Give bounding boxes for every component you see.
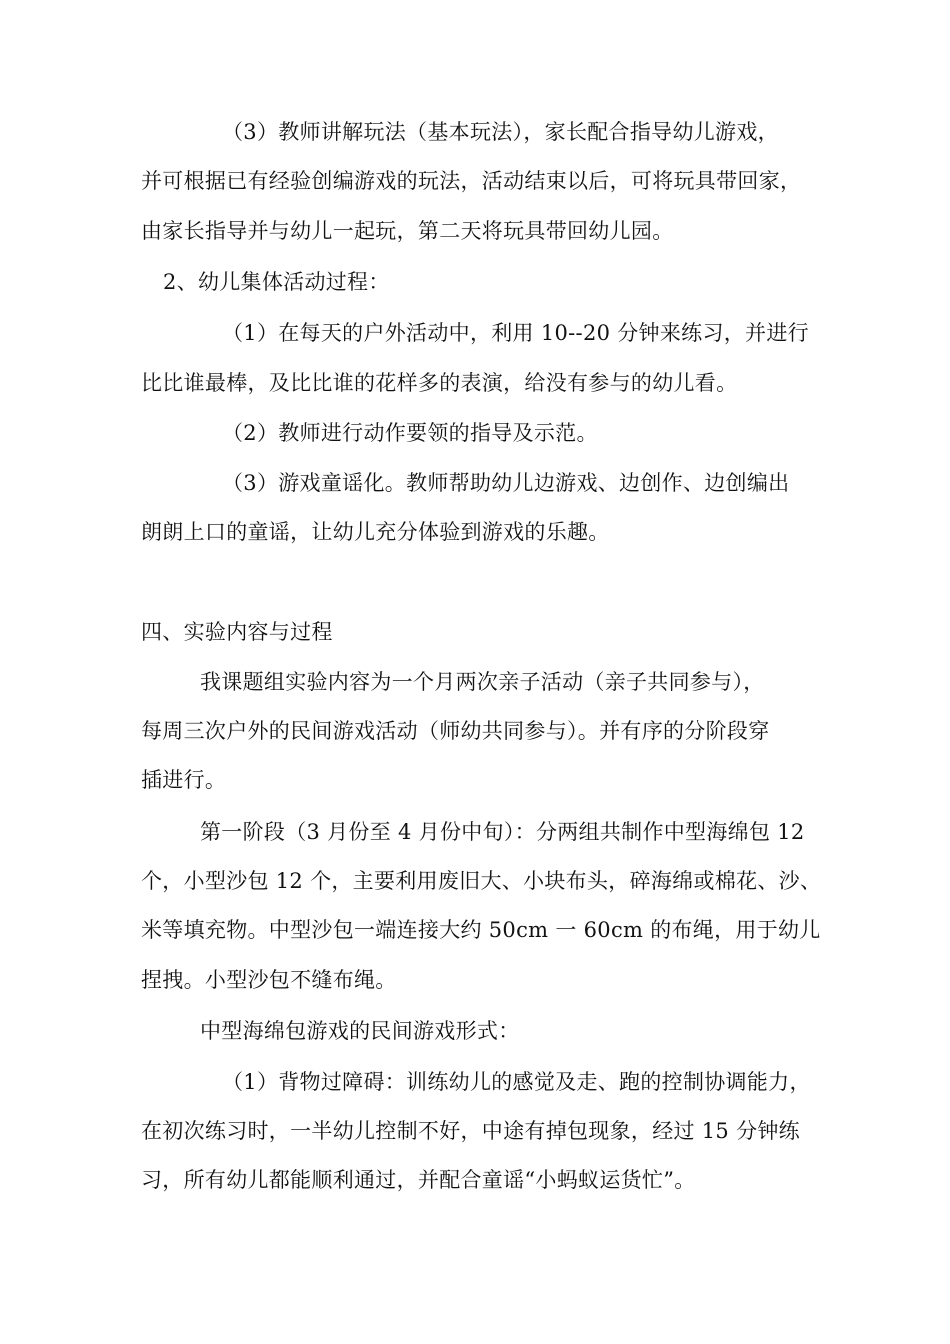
paragraph-line: （3）游戏童谣化。教师帮助幼儿边游戏、边创作、边创编出 (222, 471, 790, 495)
paragraph-line: （2）教师进行动作要领的指导及示范。 (222, 421, 598, 445)
paragraph-line: 插进行。 (141, 768, 227, 792)
paragraph-line: 朗朗上口的童谣，让幼儿充分体验到游戏的乐趣。 (141, 520, 610, 544)
paragraph-line: 在初次练习时，一半幼儿控制不好，中途有掉包现象，经过 15 分钟练 (141, 1119, 800, 1143)
paragraph-line: 第一阶段（3 月份至 4 月份中旬）：分两组共制作中型海绵包 12 (200, 820, 805, 844)
section-subheading: 2、幼儿集体活动过程： (163, 270, 390, 294)
paragraph-line: 捏拽。小型沙包不缝布绳。 (141, 968, 397, 992)
paragraph-line: 每周三次户外的民间游戏活动（师幼共同参与）。并有序的分阶段穿 (141, 719, 770, 743)
paragraph-line: 习，所有幼儿都能顺利通过，并配合童谣“小蚂蚁运货忙”。 (141, 1168, 696, 1192)
paragraph-line: 个，小型沙包 12 个，主要利用废旧大、小块布头，碎海绵或棉花、沙、 (141, 869, 822, 893)
paragraph-line: （1）背物过障碍：训练幼儿的感觉及走、跑的控制协调能力， (222, 1070, 811, 1094)
paragraph-line: （1）在每天的户外活动中，利用 10--20 分钟来练习，并进行 (222, 321, 809, 345)
paragraph-line: 并可根据已有经验创编游戏的玩法，活动结束以后，可将玩具带回家， (141, 169, 802, 193)
paragraph-line: （3）教师讲解玩法（基本玩法），家长配合指导幼儿游戏， (222, 120, 779, 144)
paragraph-line: 中型海绵包游戏的民间游戏形式： (200, 1019, 520, 1043)
paragraph-line: 由家长指导并与幼儿一起玩，第二天将玩具带回幼儿园。 (141, 219, 674, 243)
paragraph-line: 比比谁最棒，及比比谁的花样多的表演，给没有参与的幼儿看。 (141, 371, 738, 395)
paragraph-line: 米等填充物。中型沙包一端连接大约 50cm 一 60cm 的布绳，用于幼儿 (141, 918, 821, 942)
section-heading: 四、实验内容与过程 (141, 620, 333, 644)
paragraph-line: 我课题组实验内容为一个月两次亲子活动（亲子共同参与）， (200, 670, 765, 694)
